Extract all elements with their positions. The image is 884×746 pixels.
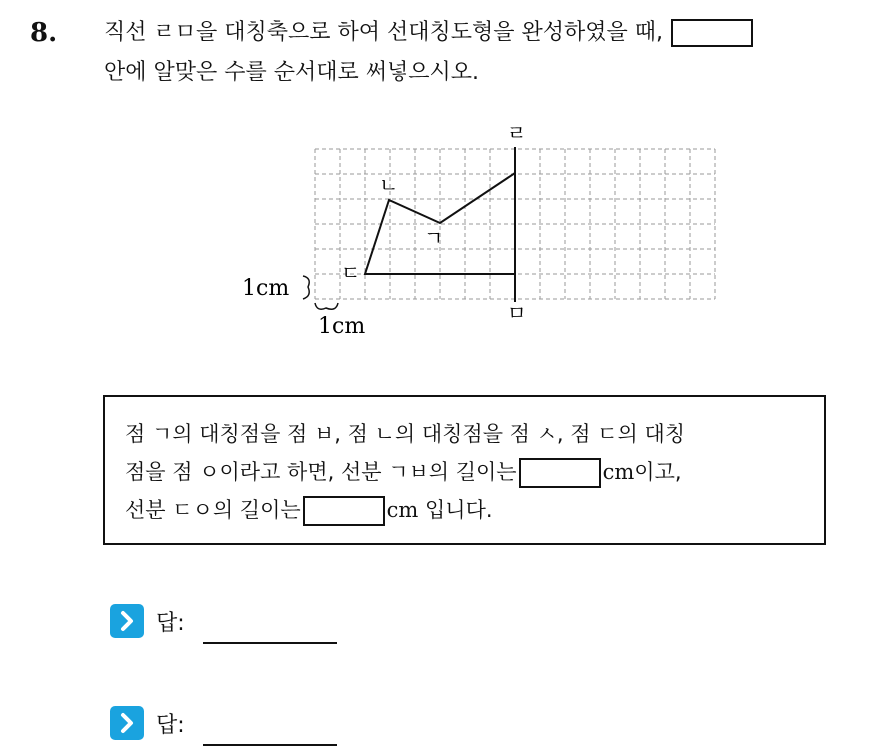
condition-line2 bbox=[125, 453, 806, 491]
answer-input-2[interactable] bbox=[203, 722, 337, 746]
scale-label-horizontal: 1cm bbox=[318, 314, 366, 339]
answer-input-1[interactable] bbox=[203, 620, 337, 644]
condition-line3-text: 선분 ㄷㅇ의 길이는 bbox=[125, 498, 301, 522]
condition-line3-end: 입니다. bbox=[418, 498, 493, 522]
question-text-line1 bbox=[104, 18, 753, 48]
condition-line1: 점 ㄱ의 대칭점을 점 ㅂ, 점 ㄴ의 대칭점을 점 ㅅ, 점 ㄷ의 대칭 bbox=[125, 422, 686, 446]
scale-brace-horizontal bbox=[315, 303, 338, 309]
scale-brace-vertical bbox=[303, 276, 309, 299]
condition-line2-text: 점을 점 ㅇ이라고 하면, 선분 ㄱㅂ의 길이는 bbox=[125, 460, 517, 484]
answer-label-1: 답: bbox=[156, 610, 185, 636]
answer-label-2: 답: bbox=[156, 712, 185, 738]
label-point-g: ㄱ bbox=[424, 226, 444, 250]
label-point-d: ㄷ bbox=[341, 261, 361, 285]
chevron-right-icon bbox=[110, 604, 144, 638]
unit-cm-1: cm bbox=[602, 460, 635, 484]
question-number: 8. bbox=[30, 18, 58, 48]
dashed-grid bbox=[315, 149, 715, 299]
condition-box bbox=[103, 395, 826, 545]
blank-length-gb[interactable] bbox=[519, 458, 601, 488]
label-point-n: ㄴ bbox=[379, 173, 399, 197]
chevron-right-icon bbox=[110, 706, 144, 740]
label-axis-bottom: ㅁ bbox=[507, 301, 527, 325]
half-shape-outline bbox=[365, 173, 515, 274]
question-text-line2: 안에 알맞은 수를 순서대로 써넣으시오. bbox=[104, 60, 479, 85]
condition-line2-end: 이고, bbox=[634, 460, 682, 484]
scale-label-vertical: 1cm bbox=[242, 276, 290, 301]
label-axis-top: ㄹ bbox=[507, 121, 527, 145]
blank-length-do[interactable] bbox=[303, 496, 385, 526]
unit-cm-2: cm bbox=[386, 498, 419, 522]
answer-row-1 bbox=[110, 598, 337, 644]
legend-blank-box bbox=[671, 19, 753, 47]
answer-row-2 bbox=[110, 700, 337, 746]
question-text-line1-content: 직선 ㄹㅁ을 대칭축으로 하여 선대칭도형을 완성하였을 때, bbox=[104, 20, 664, 45]
condition-line3 bbox=[125, 491, 806, 529]
